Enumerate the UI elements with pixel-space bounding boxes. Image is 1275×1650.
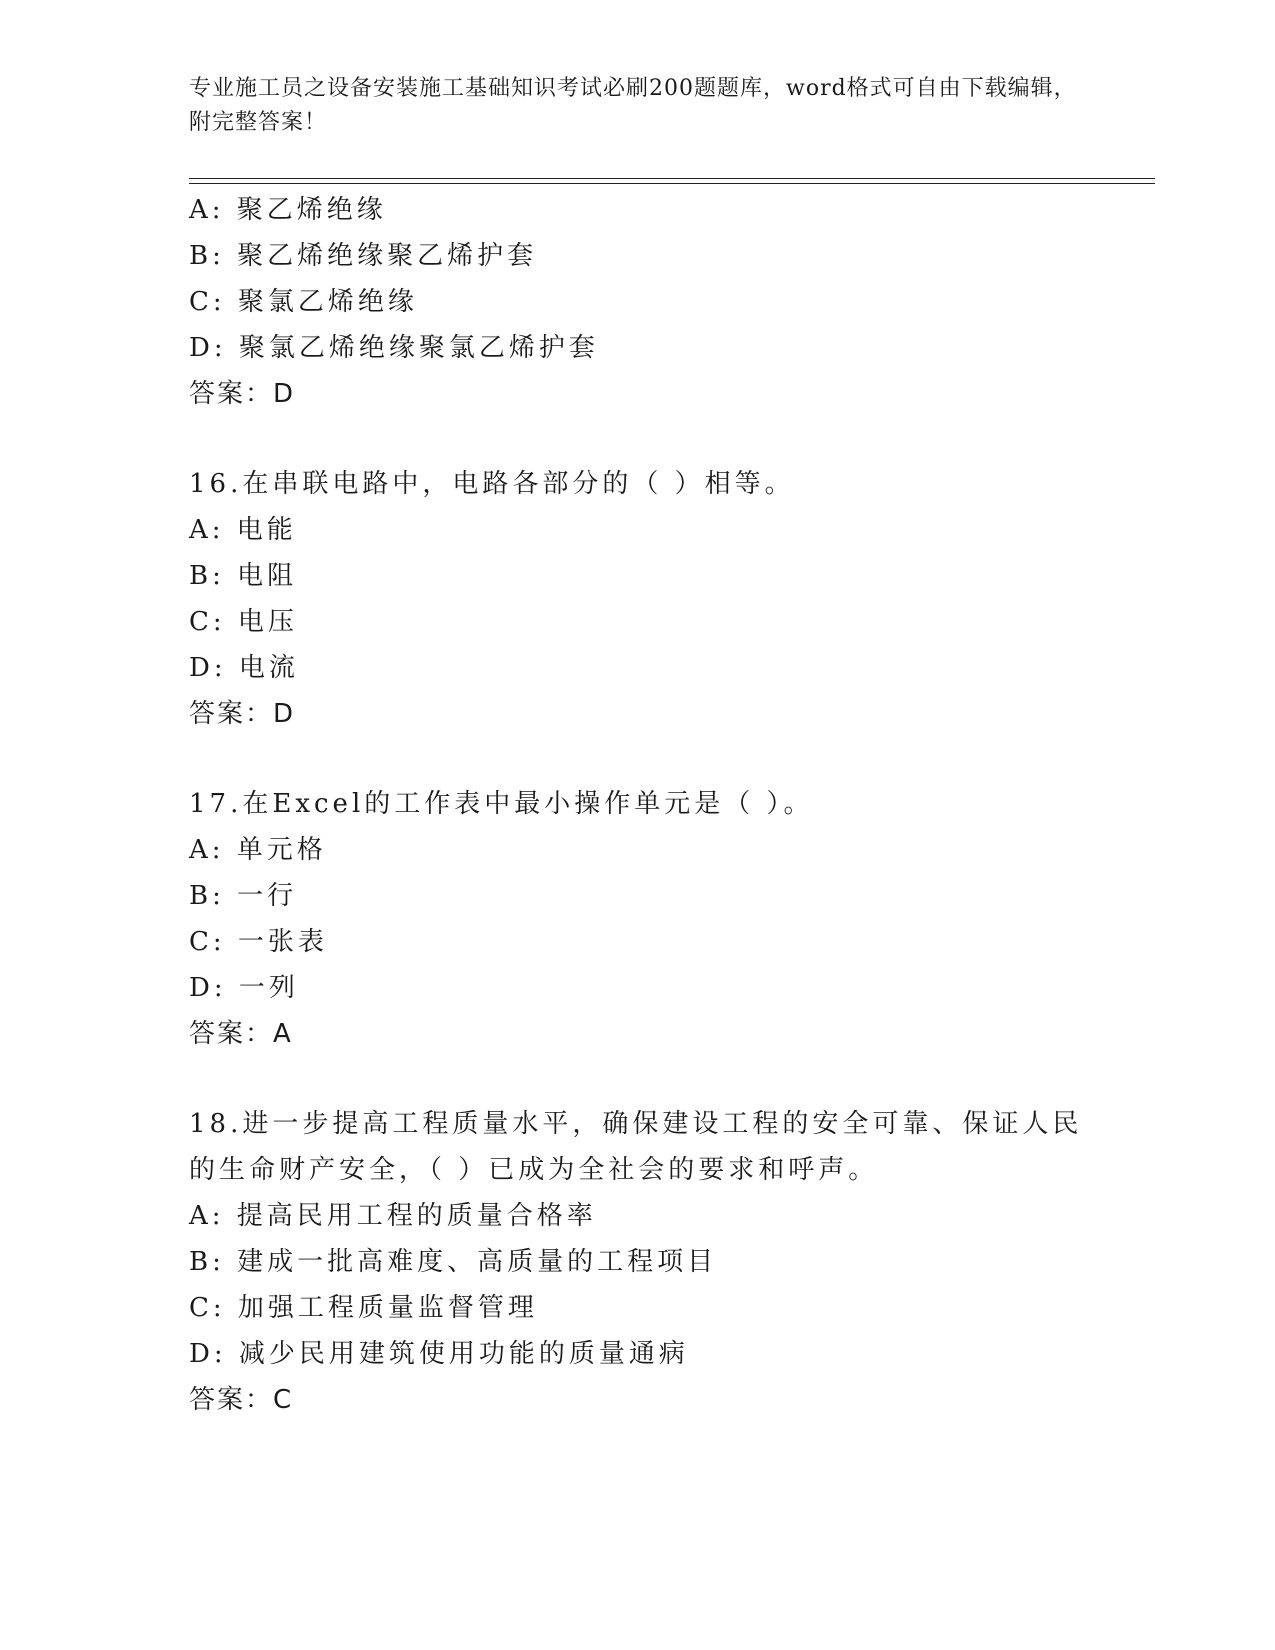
answer-line: 答案：D — [189, 379, 296, 409]
option-a: A: 聚乙烯绝缘 — [189, 195, 387, 225]
option-c: C: 聚氯乙烯绝缘 — [189, 287, 418, 317]
question-16 — [189, 461, 1109, 737]
question-18 — [189, 1101, 1109, 1423]
option-c: C: 电压 — [189, 607, 298, 637]
option-a: A: 提高民用工程的质量合格率 — [189, 1201, 597, 1231]
previous-question-block — [189, 187, 1109, 417]
option-c: C: 一张表 — [189, 927, 328, 957]
question-text: 16.在串联电路中，电路各部分的（ ）相等。 — [189, 469, 795, 499]
question-17 — [189, 781, 1109, 1057]
question-text: 18.进一步提高工程质量水平，确保建设工程的安全可靠、保证人民的生命财产安全，（ ）已成为全社会的要求和呼声。 — [189, 1109, 1083, 1185]
option-b: B: 建成一批高难度、高质量的工程项目 — [189, 1247, 718, 1277]
answer-line: 答案：A — [189, 1019, 293, 1049]
option-d: D: 一列 — [189, 973, 299, 1003]
option-d: D: 聚氯乙烯绝缘聚氯乙烯护套 — [189, 333, 599, 363]
answer-line: 答案：C — [189, 1385, 294, 1415]
header-rule-top — [189, 178, 1155, 179]
option-b: B: 聚乙烯绝缘聚乙烯护套 — [189, 241, 538, 271]
question-content — [189, 187, 1109, 1423]
option-d: D: 减少民用建筑使用功能的质量通病 — [189, 1339, 689, 1369]
option-a: A: 电能 — [189, 515, 297, 545]
document-header: 专业施工员之设备安装施工基础知识考试必刷200题题库，word格式可自由下载编辑，附完整答案！ — [189, 76, 1077, 135]
option-b: B: 一行 — [189, 881, 298, 911]
option-b: B: 电阻 — [189, 561, 298, 591]
header-rule-bottom — [189, 183, 1155, 184]
option-a: A: 单元格 — [189, 835, 327, 865]
question-text: 17.在Excel的工作表中最小操作单元是（ ）。 — [189, 789, 814, 819]
answer-line: 答案：D — [189, 699, 296, 729]
option-c: C: 加强工程质量监督管理 — [189, 1293, 538, 1323]
option-d: D: 电流 — [189, 653, 299, 683]
